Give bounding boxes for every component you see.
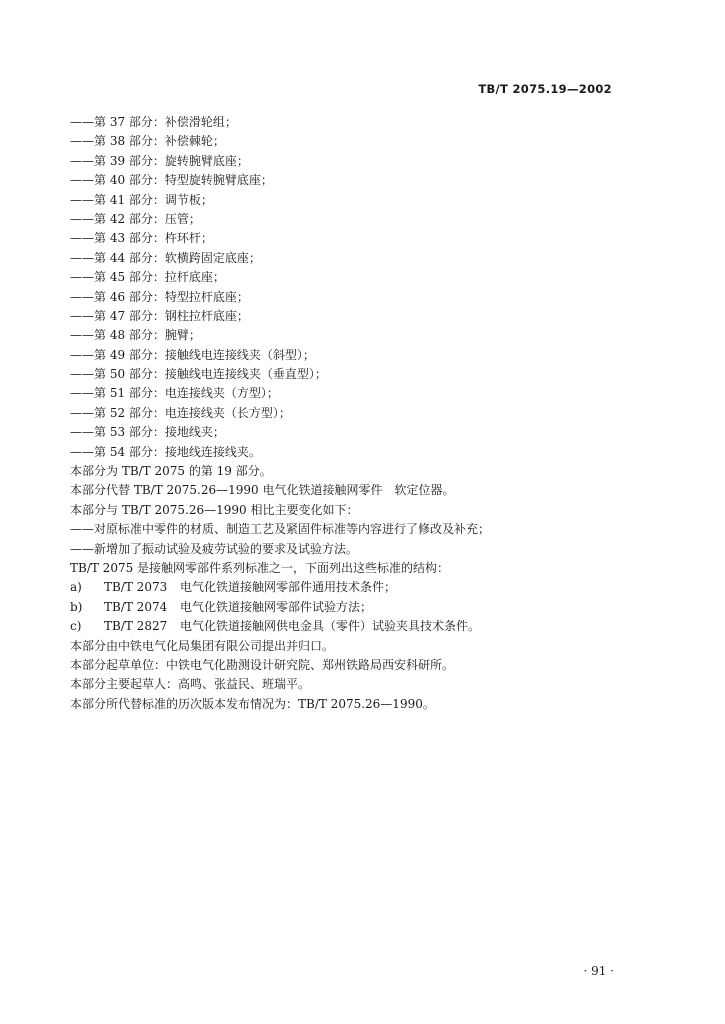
series-item bbox=[70, 617, 630, 636]
series-marker: c) bbox=[70, 619, 82, 634]
list-item: ——第 52 部分：电连接线夹（长方型）； bbox=[70, 405, 291, 420]
list-item: ——第 44 部分：软横跨固定底座； bbox=[70, 250, 261, 265]
list-item: ——第 43 部分：杵环杆； bbox=[70, 231, 213, 246]
list-item: ——第 51 部分：电连接线夹（方型）； bbox=[70, 386, 279, 401]
list-item: ——第 48 部分：腕臂； bbox=[70, 328, 201, 343]
series-code: TB/T 2827 bbox=[104, 619, 168, 634]
changes-intro: 本部分与 TB/T 2075.26—1990 相比主要变化如下： bbox=[70, 502, 359, 517]
list-item: ——第 41 部分：调节板； bbox=[70, 192, 213, 207]
list-item: ——第 46 部分：特型拉杆底座； bbox=[70, 289, 249, 304]
change-item: ——对原标准中零件的材质、制造工艺及紧固件标准等内容进行了修改及补充； bbox=[70, 522, 491, 537]
change-item: ——新增加了振动试验及疲劳试验的要求及试验方法。 bbox=[70, 541, 359, 556]
page-number: · 91 · bbox=[583, 964, 614, 978]
series-marker: b) bbox=[70, 599, 83, 614]
drafting-units-paragraph: 本部分起草单位：中铁电气化勘测设计研究院、郑州铁路局西安科研所。 bbox=[70, 657, 455, 672]
list-item: ——第 40 部分：特型旋转腕臂底座； bbox=[70, 173, 273, 188]
series-item bbox=[70, 578, 630, 597]
list-item: ——第 49 部分：接触线电连接线夹（斜型）； bbox=[70, 347, 315, 362]
series-code: TB/T 2074 bbox=[104, 599, 168, 614]
list-item: ——第 53 部分：接地线夹； bbox=[70, 425, 225, 440]
list-item: ——第 38 部分：补偿棘轮； bbox=[70, 134, 225, 149]
series-intro: TB/T 2075 是接触网零部件系列标准之一，下面列出这些标准的结构： bbox=[70, 560, 450, 575]
series-code: TB/T 2073 bbox=[104, 580, 168, 595]
list-item: ——第 54 部分：接地线连接线夹。 bbox=[70, 444, 261, 459]
series-title: 电气化铁道接触网供电金具（零件）试验夹具技术条件。 bbox=[180, 619, 481, 634]
series-title: 电气化铁道接触网零部件通用技术条件； bbox=[180, 580, 397, 595]
parts-list bbox=[70, 113, 630, 462]
replaces-paragraph: 本部分代替 TB/T 2075.26—1990 电气化铁道接触网零件 软定位器。 bbox=[70, 483, 455, 498]
list-item: ——第 37 部分：补偿滑轮组； bbox=[70, 115, 237, 129]
standard-code-header: TB/T 2075.19—2002 bbox=[478, 82, 612, 96]
history-paragraph: 本部分所代替标准的历次版本发布情况为：TB/T 2075.26—1990。 bbox=[70, 696, 435, 711]
proposer-paragraph: 本部分由中铁电气化局集团有限公司提出并归口。 bbox=[70, 638, 335, 653]
list-item: ——第 50 部分：接触线电连接线夹（垂直型）； bbox=[70, 367, 327, 382]
drafters-paragraph: 本部分主要起草人：高鸣、张益民、班瑞平。 bbox=[70, 677, 311, 692]
list-item: ——第 47 部分：钢柱拉杆底座； bbox=[70, 308, 249, 323]
document-body bbox=[70, 113, 630, 714]
series-title: 电气化铁道接触网零部件试验方法； bbox=[180, 599, 373, 614]
list-item: ——第 42 部分：压管； bbox=[70, 211, 201, 226]
series-marker: a) bbox=[70, 580, 82, 595]
part-of-paragraph: 本部分为 TB/T 2075 的第 19 部分。 bbox=[70, 464, 272, 479]
list-item: ——第 45 部分：拉杆底座； bbox=[70, 270, 225, 285]
list-item: ——第 39 部分：旋转腕臂底座； bbox=[70, 153, 249, 168]
series-item bbox=[70, 598, 630, 617]
